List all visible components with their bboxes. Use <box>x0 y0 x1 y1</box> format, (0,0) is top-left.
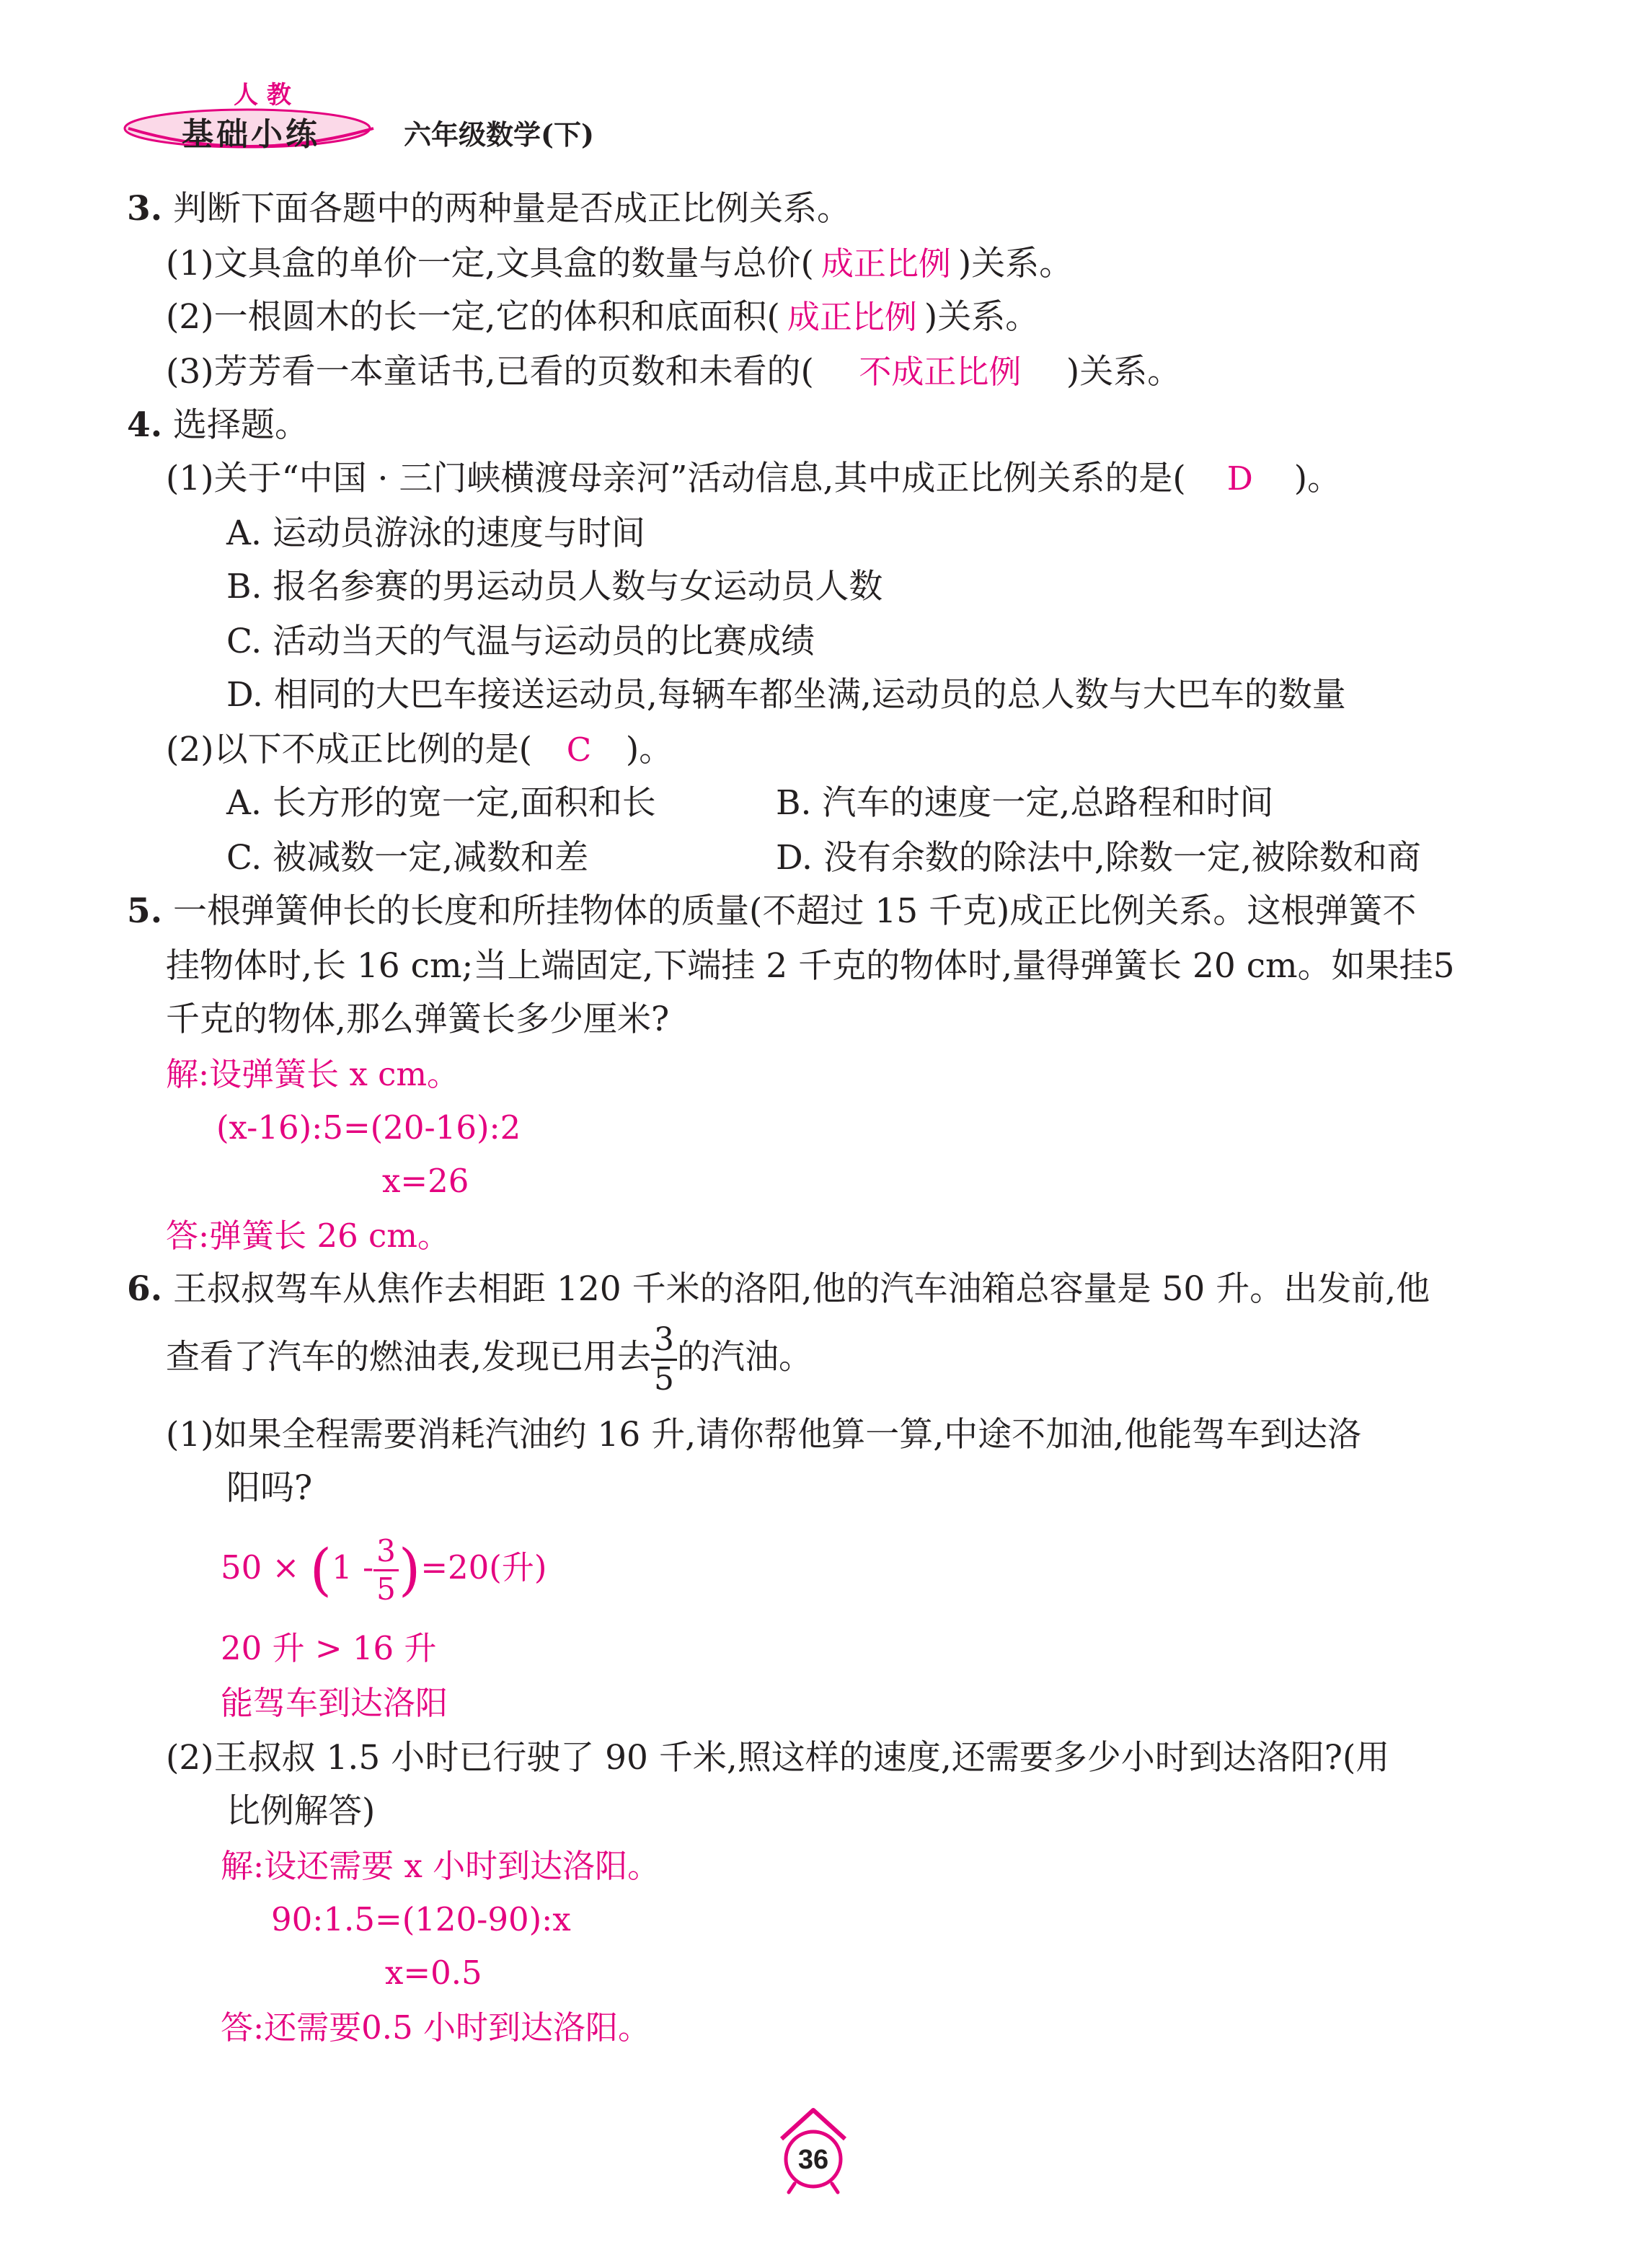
q4-p1-option-d: D. 相同的大巴车接送运动员,每辆车都坐满,运动员的总人数与大巴车的数量 <box>226 675 1346 715</box>
q4-p1-option-b: B. 报名参赛的男运动员人数与女运动员人数 <box>226 567 883 606</box>
q6-p1-line-1: (1)如果全程需要消耗汽油约 16 升,请你帮他算一算,中途不加油,他能驾车到达洛 <box>166 1415 1362 1455</box>
header-publisher: 人 教 <box>234 81 291 110</box>
answer: C <box>566 731 592 769</box>
q6-p2-solution-3: x=0.5 <box>385 1954 482 1992</box>
q6-p2-line-2: 比例解答) <box>226 1791 376 1831</box>
answer: D <box>1226 459 1253 498</box>
q3-item-2: (2)一根圆木的长一定,它的体积和底面积( 成正比例 )关系。 <box>166 297 1040 337</box>
q6-p2-solution-2: 90:1.5=(120-90):x <box>271 1900 571 1938</box>
q4-stem: 4. 选择题。 <box>127 405 309 445</box>
q5-solution-2: (x-16):5=(20-16):2 <box>216 1108 521 1147</box>
header-subject: 六年级数学(下) <box>404 118 594 151</box>
q4-p2-option-a: A. 长方形的宽一定,面积和长 <box>226 783 656 823</box>
q5-line-2: 挂物体时,长 16 cm;当上端固定,下端挂 2 千克的物体时,量得弹簧长 20 cm。如果挂5 <box>166 946 1455 986</box>
q6-p1-line-2: 阳吗? <box>226 1468 313 1508</box>
q6-p1-equation: 50 × (1 - $\frac{3}{5}$ )=20(升) <box>221 1533 547 1607</box>
q4-p1-option-a: A. 运动员游泳的速度与时间 <box>226 513 645 553</box>
fraction-numerator: 3 <box>651 1324 677 1361</box>
fraction-denominator: 5 <box>653 1361 674 1398</box>
q5-solution-1: 解:设弹簧长 x cm。 <box>166 1055 460 1093</box>
q6-line-2: 查看了汽车的燃油表,发现已用去 $\frac{3}{5}$ 的汽油。 <box>166 1321 813 1398</box>
q6-line-1: 6. 王叔叔驾车从焦作去相距 120 千米的洛阳,他的汽车油箱总容量是 50 升。出发前,他 <box>127 1269 1430 1309</box>
q6-p2-line-1: (2)王叔叔 1.5 小时已行驶了 90 千米,照这样的速度,还需要多少小时到达洛阳?(用 <box>166 1738 1390 1778</box>
q3-stem: 3. 判断下面各题中的两种量是否成正比例关系。 <box>127 189 851 229</box>
q6-p2-solution-4: 答:还需要0.5 小时到达洛阳。 <box>221 2008 651 2047</box>
q6-p1-conclusion: 能驾车到达洛阳 <box>221 1684 448 1722</box>
q6-p2-solution-1: 解:设还需要 x 小时到达洛阳。 <box>221 1847 660 1885</box>
q3-item-3: (3)芳芳看一本童话书,已看的页数和未看的( 不成正比例 )关系。 <box>166 352 1182 392</box>
q6-p1-compare: 20 升 > 16 升 <box>221 1629 437 1667</box>
answer: 不成正比例 <box>859 353 1022 391</box>
q5-solution-3: x=26 <box>382 1162 469 1200</box>
q3-item-1: (1)文具盒的单价一定,文具盒的数量与总价( 成正比例 )关系。 <box>166 244 1074 283</box>
header-series: 基础小练 <box>182 116 320 153</box>
q5-solution-4: 答:弹簧长 26 cm。 <box>166 1217 450 1255</box>
q4-p2-option-c: C. 被减数一定,减数和差 <box>226 838 589 878</box>
q4-p2-option-b: B. 汽车的速度一定,总路程和时间 <box>776 783 1274 823</box>
q4-part1: (1)关于“中国 · 三门峡横渡母亲河”活动信息,其中成正比例关系的是( D )。 <box>166 459 1342 498</box>
page-number: 36 <box>797 2145 829 2175</box>
q4-p1-option-c: C. 活动当天的气温与运动员的比赛成绩 <box>226 622 815 661</box>
q4-part2: (2)以下不成正比例的是( C )。 <box>166 730 673 769</box>
q4-p2-option-d: D. 没有余数的除法中,除数一定,被除数和商 <box>776 838 1421 878</box>
answer: 成正比例 <box>787 298 917 336</box>
q5-line-1: 5. 一根弹簧伸长的长度和所挂物体的质量(不超过 15 千克)成正比例关系。这根弹簧不 <box>127 891 1417 931</box>
answer: 成正比例 <box>820 244 951 283</box>
q5-line-3: 千克的物体,那么弹簧长多少厘米? <box>166 1000 670 1039</box>
